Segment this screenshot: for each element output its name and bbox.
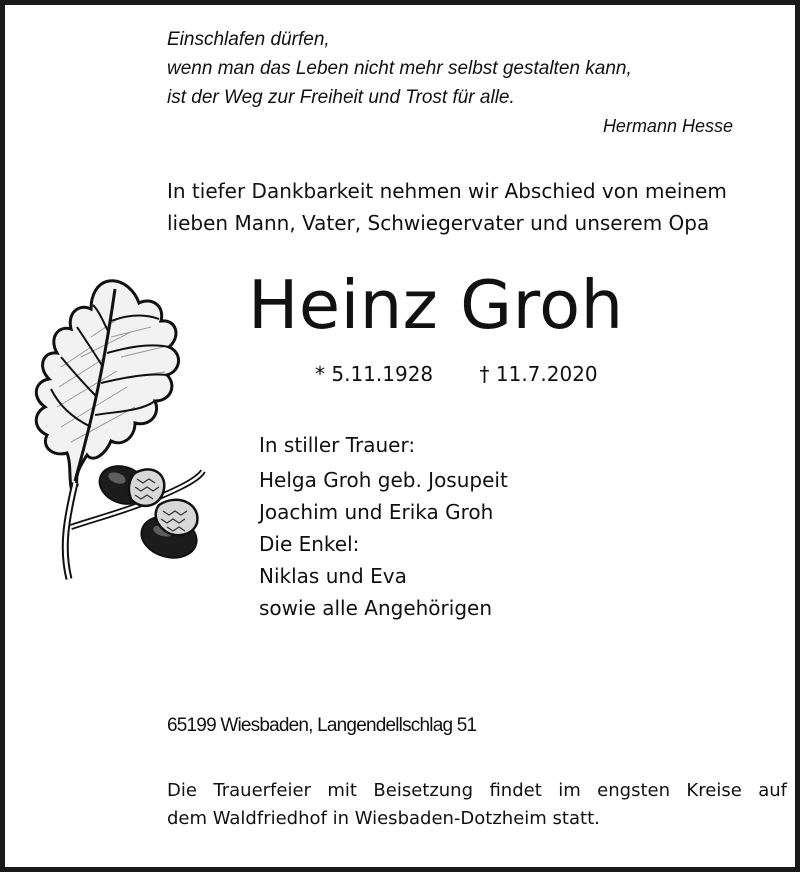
death-date: † 11.7.2020	[479, 362, 598, 386]
mourner-line: Helga Groh geb. Josupeit	[259, 468, 508, 492]
deceased-name: Heinz Groh	[248, 266, 624, 344]
intro-line-1: In tiefer Dankbarkeit nehmen wir Abschied von meinem	[167, 179, 727, 203]
quote-line-3: ist der Weg zur Freiheit und Trost für alle.	[167, 87, 515, 108]
birth-date: * 5.11.1928	[315, 362, 434, 386]
intro-line-2: lieben Mann, Vater, Schwiegervater und unserem Opa	[167, 211, 710, 235]
poem-quote	[167, 25, 737, 141]
quote-line-2: wenn man das Leben nicht mehr selbst gestalten kann,	[167, 58, 632, 79]
farewell-intro	[167, 175, 787, 239]
funeral-line-1: Die Trauerfeier mit Beisetzung findet im engsten Kreise auf	[167, 780, 787, 801]
mourner-line: Die Enkel:	[259, 532, 360, 556]
quote-line-1: Einschlafen dürfen,	[167, 29, 330, 50]
funeral-line-2: dem Waldfriedhof in Wiesbaden-Dotzheim statt.	[167, 808, 600, 829]
mourners-heading: In stiller Trauer:	[259, 433, 416, 457]
mourners-list	[259, 429, 508, 624]
family-address: 65199 Wiesbaden, Langendellschlag 51	[167, 715, 477, 736]
mourner-line: sowie alle Angehörigen	[259, 596, 492, 620]
mourner-line: Joachim und Erika Groh	[259, 500, 494, 524]
life-dates	[315, 359, 598, 389]
funeral-notice	[167, 777, 787, 833]
quote-author: Hermann Hesse	[602, 116, 733, 136]
oak-leaf-with-acorns-icon	[31, 277, 211, 597]
mourner-line: Niklas und Eva	[259, 564, 407, 588]
